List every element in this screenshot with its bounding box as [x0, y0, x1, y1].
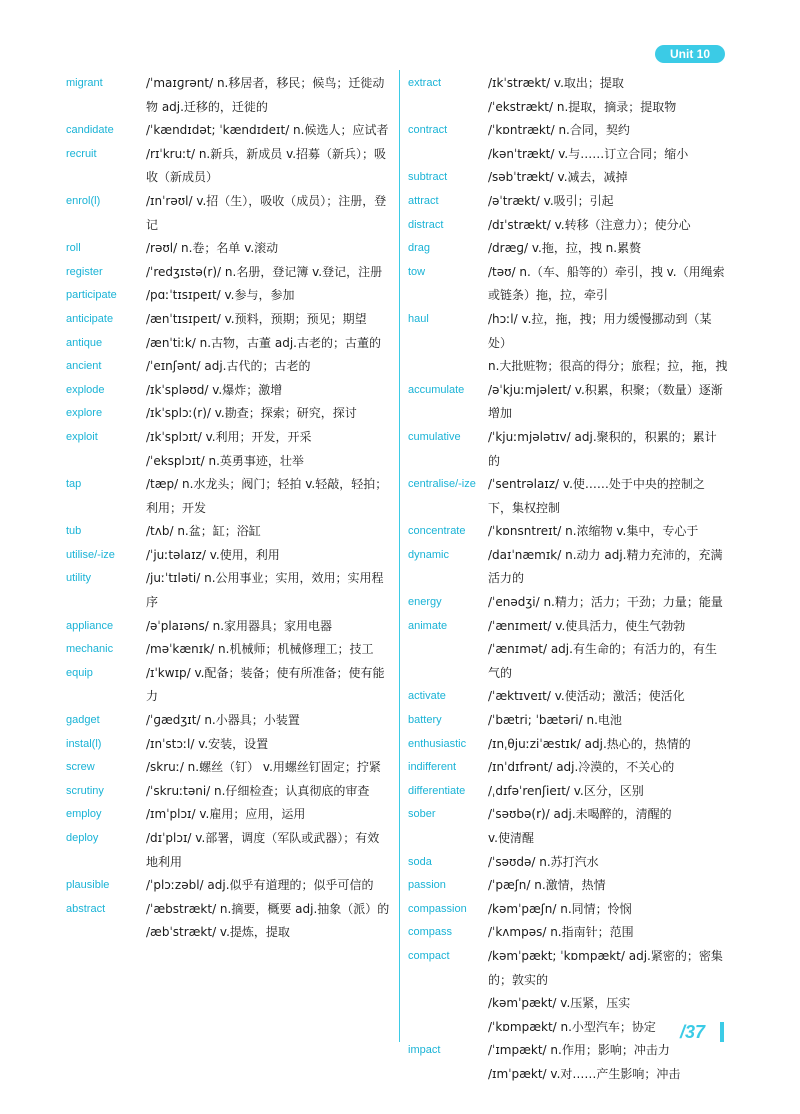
definition: /ˌdɪfəˈrenʃieɪt/ v.区分，区别 [488, 783, 644, 798]
definition: /juːˈtɪləti/ n.公用事业；实用，效用；实用程序 [146, 571, 384, 610]
definition: /ænˈtiːk/ n.古物，古董 adj.古老的；古董的 [146, 335, 381, 350]
definition: /æbˈstrækt/ v.提炼，提取 [146, 925, 290, 940]
definition: /əˈplaɪəns/ n.家用器具；家用电器 [146, 618, 333, 633]
headword: tap [66, 478, 82, 491]
definition: /rɪˈkruːt/ n.新兵，新成员 v.招募（新兵）；吸收（新成员） [146, 146, 387, 185]
headword: employ [66, 808, 102, 821]
definition: /ˈɡædʒɪt/ n.小器具；小装置 [146, 713, 300, 728]
definition: /ˈplɔːzəbl/ adj.似乎有道理的；似乎可信的 [146, 878, 374, 893]
headword: migrant [66, 77, 103, 89]
headword: equip [66, 666, 93, 679]
definition: /ˈsəʊdə/ n.苏打汽水 [488, 854, 599, 869]
vocab-entry [66, 119, 391, 143]
definition: /hɔːl/ v.拉，拖，拽；用力缓慢挪动到（某处） [488, 311, 712, 350]
definition: /ɪnˌθjuːziˈæstɪk/ adj.热心的，热情的 [488, 736, 691, 751]
vocab-entry [66, 473, 391, 520]
definition: /ˈkjuːmjələtɪv/ adj.聚积的，积累的；累计的 [488, 429, 717, 468]
definition: /ˈɪmpækt/ n.作用；影响；冲击力 [488, 1043, 670, 1058]
definition: /ˈkɒntrækt/ n.合同，契约 [488, 123, 630, 138]
definition: /kənˈtrækt/ v.与……订立合同；缩小 [488, 146, 689, 161]
headword: recruit [66, 147, 97, 160]
definition: /ɪnˈstɔːl/ v.安装，设置 [146, 736, 269, 751]
vocab-entry [408, 72, 728, 96]
vocab-entry [408, 237, 728, 261]
definition: /təʊ/ n.（车、船等的）牵引，拽 v.（用绳索或链条）拖，拉，牵引 [488, 264, 725, 303]
vocab-entry [66, 709, 391, 733]
headword: plausible [66, 879, 110, 892]
definition: /ɪnˈdɪfrənt/ adj.冷漠的，不关心的 [488, 760, 675, 775]
vocab-entry [66, 520, 391, 544]
headword: appliance [66, 619, 114, 632]
headword: animate [408, 619, 448, 632]
headword: enthusiastic [408, 737, 467, 750]
definition: /ˈænɪmeɪt/ v.使具活力，使生气勃勃 [488, 618, 686, 633]
vocab-entry [408, 803, 728, 827]
vocab-entry [66, 780, 391, 804]
vocab-entry [408, 827, 728, 851]
vocab-entry [66, 143, 391, 190]
headword: haul [408, 312, 429, 325]
vocab-entry [408, 544, 728, 591]
headword: screw [66, 761, 95, 774]
headword: gadget [66, 714, 100, 727]
vocab-entry [66, 567, 391, 614]
headword: tub [66, 525, 82, 538]
definition: /ɪkˈsplɔː(r)/ v.勘查；探索；研究，探讨 [146, 406, 357, 421]
vocab-entry [408, 166, 728, 190]
definition: /ˈmaɪɡrənt/ n.移居者，移民；候鸟；迁徙动物 adj.迁移的，迁徙的 [146, 76, 385, 114]
headword: subtract [408, 171, 448, 184]
vocab-entry [408, 190, 728, 214]
definition: /ˈænɪmət/ adj.有生命的；有活力的，有生气的 [488, 642, 717, 680]
definition: /səbˈtrækt/ v.减去，减掉 [488, 170, 628, 185]
headword: roll [66, 242, 81, 255]
headword: sober [408, 808, 436, 821]
vocab-entry [66, 308, 391, 332]
left-column [66, 72, 391, 945]
headword: drag [408, 242, 431, 255]
definition: /ˈæbstrækt/ n.摘要，概要 adj.抽象（派）的 [146, 901, 390, 916]
vocab-entry [408, 591, 728, 615]
headword: accumulate [408, 383, 465, 396]
vocab-entry [66, 332, 391, 356]
definition: /ˈkʌmpəs/ n.指南针；范围 [488, 925, 634, 940]
vocab-entry [408, 685, 728, 709]
vocab-entry [66, 426, 391, 450]
headword: explode [66, 383, 105, 396]
headword: anticipate [66, 312, 114, 325]
vocab-entry [66, 615, 391, 639]
definition: /rəʊl/ n.卷；名单 v.滚动 [146, 241, 279, 256]
vocab-entry [66, 72, 391, 119]
page-number-bar [720, 1022, 724, 1042]
definition: /pɑːˈtɪsɪpeɪt/ v.参与，参加 [146, 288, 295, 303]
vocab-entry [408, 355, 728, 379]
vocab-entry [408, 379, 728, 426]
definition: /ˈkɒnsntreɪt/ n.浓缩物 v.集中，专心于 [488, 524, 699, 539]
vocab-entry [66, 827, 391, 874]
headword: antique [66, 336, 103, 349]
definition: /tæp/ n.水龙头；阀门；轻拍 v.轻敲，轻拍；利用；开发 [146, 477, 388, 515]
headword: instal(l) [66, 737, 102, 750]
vocab-entry [408, 733, 728, 757]
vocab-entry [408, 520, 728, 544]
vocab-entry [66, 544, 391, 568]
definition: /ˈkɒmpækt/ n.小型汽车；协定 [488, 1019, 656, 1034]
headword: differentiate [408, 784, 466, 797]
unit-badge: Unit 10 [655, 45, 725, 63]
headword: scrutiny [66, 784, 104, 797]
headword: utilise/-ize [66, 548, 115, 561]
vocab-entry [66, 355, 391, 379]
headword: abstract [66, 902, 106, 915]
definition: /ænˈtɪsɪpeɪt/ v.预料，预期；预见；期望 [146, 311, 367, 326]
definition: /ˈenədʒi/ n.精力；活力；干劲；力量；能量 [488, 595, 723, 610]
headword: register [66, 265, 103, 278]
vocab-entry [66, 803, 391, 827]
headword: compassion [408, 902, 467, 915]
definition: /ɪmˈplɔɪ/ v.雇用；应用，运用 [146, 807, 306, 822]
definition: /dɪˈplɔɪ/ v.部署，调度（军队或武器）；有效地利用 [146, 831, 380, 869]
definition: /kəmˈpæʃn/ n.同情；怜悯 [488, 901, 632, 916]
headword: ancient [66, 360, 102, 373]
definition: /kəmˈpækt; ˈkɒmpækt/ adj.紧密的；密集的；敦实的 [488, 948, 723, 987]
headword: contract [408, 124, 448, 137]
headword: attract [408, 194, 439, 207]
definition: /ɪnˈrəʊl/ v.招（生），吸收（成员）；注册，登记 [146, 193, 387, 232]
vocab-entry [408, 261, 728, 308]
headword: distract [408, 218, 444, 231]
vocab-entry [66, 874, 391, 898]
vocab-entry [408, 214, 728, 238]
definition: /ɪˈkwɪp/ v.配备；装备；使有所准备；使有能力 [146, 665, 385, 704]
vocab-entry [408, 945, 728, 992]
vocab-entry [66, 402, 391, 426]
vocab-entry [66, 190, 391, 237]
vocab-entry [66, 733, 391, 757]
definition: /skruː/ n.螺丝（钉） v.用螺丝钉固定；拧紧 [146, 760, 381, 775]
vocab-entry [408, 638, 728, 685]
vocab-entry [408, 96, 728, 120]
definition: /ˈjuːtəlaɪz/ v.使用，利用 [146, 547, 280, 562]
headword: compact [408, 949, 450, 962]
headword: extract [408, 77, 442, 89]
headword: mechanic [66, 643, 114, 656]
right-column [408, 72, 728, 1087]
vocab-entry [408, 898, 728, 922]
vocab-entry [408, 709, 728, 733]
headword: soda [408, 855, 432, 868]
definition: /ˈskruːtəni/ n.仔细检查；认真彻底的审查 [146, 783, 370, 798]
definition: /dræɡ/ v.拖，拉，拽 n.累赘 [488, 241, 642, 256]
definition: /ˈsentrəlaɪz/ v.使……处于中央的控制之下，集权控制 [488, 477, 705, 515]
vocab-entry [66, 284, 391, 308]
headword: deploy [66, 832, 99, 844]
definition: /tʌb/ n.盆；缸；浴缸 [146, 524, 261, 539]
headword: enrol(l) [66, 194, 101, 207]
definition: /məˈkænɪk/ n.机械师；机械修理工；技工 [146, 642, 374, 657]
headword: indifferent [408, 761, 457, 774]
vocab-entry [66, 379, 391, 403]
headword: explore [66, 407, 103, 420]
headword: concentrate [408, 525, 466, 538]
vocab-entry [408, 921, 728, 945]
vocab-entry [66, 261, 391, 285]
definition: /əˈkjuːmjəleɪt/ v.积累，积聚；（数量）逐渐增加 [488, 382, 723, 421]
definition: /ˈsəʊbə(r)/ adj.未喝醉的，清醒的 [488, 807, 672, 822]
vocab-entry [66, 237, 391, 261]
definition: /ɪmˈpækt/ v.对……产生影响；冲击 [488, 1066, 681, 1081]
definition: /kəmˈpækt/ v.压紧，压实 [488, 996, 631, 1011]
headword: battery [408, 714, 442, 727]
vocab-entry [66, 756, 391, 780]
vocab-entry [408, 780, 728, 804]
vocab-entry [408, 851, 728, 875]
definition: /ˈekstrækt/ n.提取，摘录；提取物 [488, 99, 677, 114]
definition: /daɪˈnæmɪk/ n.动力 adj.精力充沛的，充满活力的 [488, 547, 723, 586]
column-divider [399, 70, 400, 1042]
definition: /ɪkˈsplɔɪt/ v.利用；开发，开采 [146, 429, 312, 444]
definition: n.大批赃物；很高的得分；旅程；拉，拖，拽 [488, 359, 728, 374]
vocab-entry [408, 426, 728, 473]
definition: /ˈæktɪveɪt/ v.使活动；激活；使活化 [488, 689, 685, 704]
definition: /ˈbætri; ˈbætəri/ n.电池 [488, 713, 622, 728]
definition: /əˈtrækt/ v.吸引；引起 [488, 193, 614, 208]
definition: /ɪkˈspləʊd/ v.爆炸；激增 [146, 382, 283, 397]
vocab-entry [408, 143, 728, 167]
definition: /ˈkændɪdət; ˈkændɪdeɪt/ n.候选人；应试者 [146, 123, 389, 138]
vocab-entry [408, 874, 728, 898]
headword: tow [408, 265, 426, 278]
headword: impact [408, 1044, 441, 1057]
vocab-entry [66, 662, 391, 709]
headword: participate [66, 289, 117, 302]
vocab-entry [408, 756, 728, 780]
vocab-entry [408, 1063, 728, 1087]
definition: /ˈeksplɔɪt/ n.英勇事迹，壮举 [146, 453, 304, 468]
definition: /ˈredʒɪstə(r)/ n.名册，登记簿 v.登记，注册 [146, 264, 383, 279]
headword: utility [66, 572, 92, 585]
headword: centralise/-ize [408, 478, 476, 491]
definition: /ˈeɪnʃənt/ adj.古代的；古老的 [146, 359, 311, 374]
vocab-entry [408, 119, 728, 143]
definition: /dɪˈstrækt/ v.转移（注意力）；使分心 [488, 217, 691, 232]
definition: /ɪkˈstrækt/ v.取出；提取 [488, 76, 624, 90]
headword: exploit [66, 430, 98, 443]
headword: compass [408, 926, 453, 939]
definition: /ˈpæʃn/ n.激情，热情 [488, 878, 606, 893]
vocab-entry [66, 638, 391, 662]
vocab-entry [408, 308, 728, 355]
headword: cumulative [408, 430, 461, 443]
vocab-entry [66, 450, 391, 474]
vocab-entry [408, 992, 728, 1016]
headword: candidate [66, 124, 114, 137]
page-number: /37 [680, 1022, 706, 1042]
headword: energy [408, 596, 442, 609]
headword: dynamic [408, 548, 449, 561]
vocab-entry [408, 473, 728, 520]
vocab-entry [66, 921, 391, 945]
definition: v.使清醒 [488, 831, 534, 845]
vocab-entry [408, 615, 728, 639]
vocab-entry [66, 898, 391, 922]
headword: passion [408, 879, 446, 892]
headword: activate [408, 690, 446, 703]
